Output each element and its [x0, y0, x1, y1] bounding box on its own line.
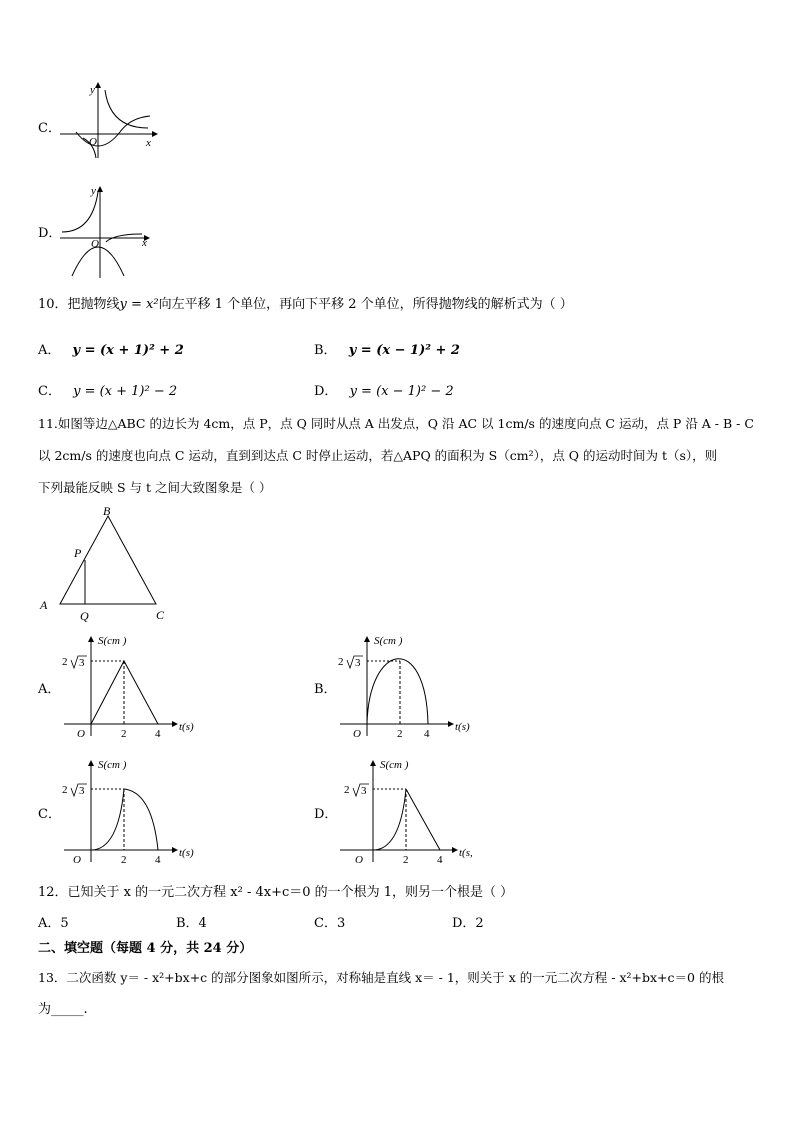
- q11-a-tick4: 4: [155, 728, 161, 740]
- q9-c-x-label: x: [146, 137, 151, 149]
- q11-b-tick4: 4: [424, 728, 430, 740]
- q10-suffix: 向左平移 1 个单位，再向下平移 2 个单位，所得抛物线的解析式为（ ）: [158, 297, 573, 312]
- q9-option-d-graph: [58, 182, 158, 282]
- q9-d-origin: O: [91, 238, 99, 250]
- q10-a-label: A．: [38, 343, 61, 358]
- section-heading-fill-in: 二、填空题（每题 4 分，共 24 分）: [38, 941, 253, 956]
- q10-d-label: D．: [314, 384, 338, 399]
- q10-option-b: [314, 339, 460, 358]
- q11-a-origin: O: [77, 728, 85, 740]
- q11-d-tick2: 2: [403, 854, 409, 866]
- q11-line3: 下列最能反映 S 与 t 之间大致图象是（ ）: [38, 480, 272, 495]
- q11-c-ylabel: S(cm ): [98, 759, 127, 771]
- q11-b-peak: 2: [338, 656, 344, 668]
- q11-b-tick2: 2: [397, 728, 403, 740]
- q11-c-tick2: 2: [121, 854, 127, 866]
- q10-a-expr: y = (x + 1)² + 2: [72, 343, 184, 358]
- q9-option-c-label: C．: [38, 121, 61, 136]
- q12-option-b: B．4: [176, 916, 207, 931]
- q9-option-d-label: D．: [38, 226, 62, 241]
- q11-vertex-b: B: [103, 504, 111, 518]
- q11-c-peak: 2: [62, 784, 68, 796]
- q12-option-d: D．2: [452, 916, 484, 931]
- q10-d-expr: y = (x − 1)² − 2: [349, 384, 454, 399]
- q10-b-expr: y = (x − 1)² + 2: [348, 343, 460, 358]
- q9-d-x-label: x: [142, 237, 147, 249]
- q9-d-y-label: y: [91, 185, 96, 197]
- q11-option-a-label: A．: [38, 682, 61, 697]
- q11-c-origin: O: [73, 854, 81, 866]
- q10-b-label: B．: [314, 343, 337, 358]
- q10-c-label: C．: [38, 384, 61, 399]
- q11-a-ylabel: S(cm ): [98, 635, 127, 647]
- q11-c-sqrt: 3: [79, 785, 85, 797]
- q11-d-xlabel: t(s,: [459, 847, 473, 859]
- q10-option-c: [38, 380, 177, 399]
- q12-option-a: A．5: [38, 916, 69, 931]
- q11-a-sqrt: 3: [79, 657, 85, 669]
- q10-eq: y = x²: [119, 297, 159, 312]
- q11-point-q: Q: [80, 609, 89, 623]
- q11-d-tick4: 4: [437, 854, 443, 866]
- q13-line1: 13．二次函数 y＝ - x²+bx+c 的部分图象如图所示，对称轴是直线 x＝ - 1，则关于 x 的一元二次方程 - x²+bx+c＝0 的根: [38, 970, 724, 985]
- q11-c-tick4: 4: [155, 854, 161, 866]
- q11-option-c-label: C．: [38, 807, 61, 822]
- q9-c-y-label: y: [90, 84, 95, 96]
- q11-a-xlabel: t(s): [179, 721, 194, 733]
- q11-option-d-label: D．: [314, 807, 338, 822]
- q11-option-d-graph: [336, 756, 486, 866]
- q11-d-origin: O: [355, 854, 363, 866]
- q11-line2: 以 2cm/s 的速度也向点 C 运动，直到到达点 C 时停止运动，若△APQ 的面积为 S（cm²），点 Q 的运动时间为 t（s），则: [38, 448, 718, 463]
- q11-triangle-figure: [36, 502, 176, 626]
- q10-option-a: [38, 339, 184, 358]
- q11-option-c-graph: [60, 756, 210, 866]
- q10-c-expr: y = (x + 1)² − 2: [73, 384, 178, 399]
- q11-d-peak: 2: [344, 784, 350, 796]
- q10-option-d: [314, 380, 454, 399]
- q11-point-p: P: [74, 546, 82, 560]
- q13-line2: 为_____.: [38, 1002, 88, 1017]
- q12-option-c: C．3: [314, 916, 346, 931]
- q12-stem: 12．已知关于 x 的一元二次方程 x² - 4x+c＝0 的一个根为 1，则另一个根是（ ）: [38, 885, 514, 900]
- q9-option-c-graph: [58, 80, 158, 160]
- q11-line1: 11.如图等边△ABC 的边长为 4cm，点 P，点 Q 同时从点 A 出发点，Q 沿 AC 以 1cm/s 的速度向点 C 运动，点 P 沿 A - B - C: [38, 416, 754, 431]
- q11-b-xlabel: t(s): [455, 721, 470, 733]
- q10-stem: [38, 297, 573, 313]
- q11-vertex-c: C: [156, 608, 165, 622]
- q11-option-b-graph: [336, 632, 486, 740]
- q11-b-sqrt: 3: [355, 657, 361, 669]
- q11-vertex-a: A: [40, 598, 48, 612]
- q11-b-origin: O: [353, 728, 361, 740]
- q11-a-tick2: 2: [121, 728, 127, 740]
- q9-c-origin: O: [89, 136, 97, 148]
- q11-a-peak: 2: [62, 656, 68, 668]
- q11-d-ylabel: S(cm ): [380, 759, 409, 771]
- q11-c-xlabel: t(s): [179, 847, 194, 859]
- q11-b-ylabel: S(cm ): [374, 635, 403, 647]
- q11-d-sqrt: 3: [361, 785, 367, 797]
- q11-option-a-graph: [60, 632, 210, 740]
- q11-option-b-label: B．: [314, 682, 337, 697]
- q10-prefix: 10．把抛物线: [38, 297, 120, 312]
